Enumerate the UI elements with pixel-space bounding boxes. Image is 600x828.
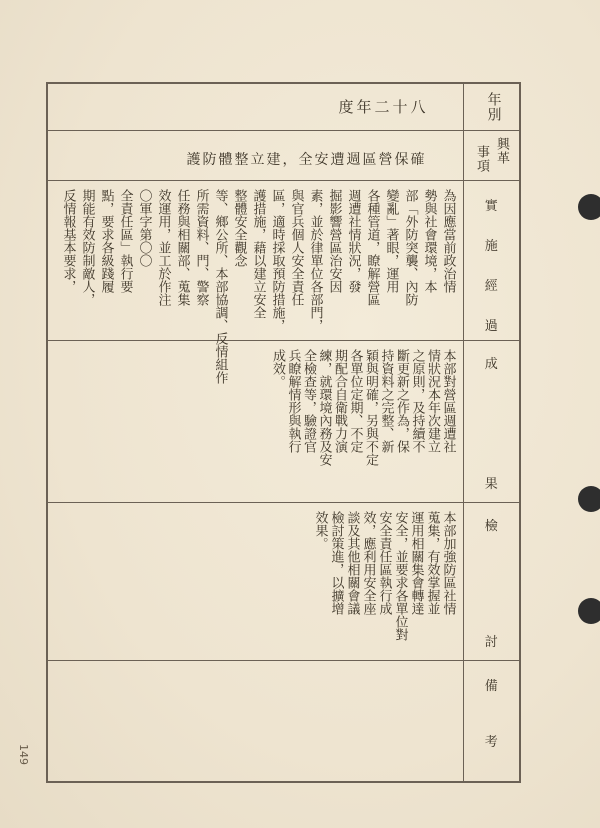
- event-value-cell: [48, 131, 463, 180]
- implementation-column: 為因應當前政治情: [440, 188, 456, 293]
- result-column: 之原則，及持續不: [409, 348, 425, 453]
- result-label-cell: [463, 340, 520, 502]
- implementation-column: 素，並於律單位各部門，: [307, 188, 323, 332]
- result-column: 持資料之完整、新: [378, 348, 394, 453]
- implementation-label-char: 實: [484, 198, 498, 214]
- result-column: 兵瞭解情形與執行: [285, 348, 301, 453]
- review-label-char: 討: [484, 634, 498, 650]
- implementation-row: [47, 180, 520, 340]
- implementation-column: 期能有效防制敵人，: [79, 188, 95, 306]
- page-number: 149: [17, 744, 30, 765]
- result-column: 成效。: [270, 348, 285, 388]
- review-text: [48, 503, 463, 660]
- result-column: 穎與明確，另與不定: [363, 348, 378, 466]
- implementation-column: 〇軍字第〇〇: [136, 188, 152, 267]
- review-label-char: 檢: [484, 518, 498, 534]
- event-label-2: 事項: [474, 144, 489, 173]
- review-row: [47, 502, 520, 660]
- year-label: 年別: [485, 92, 502, 122]
- implementation-label-char: 經: [484, 278, 498, 294]
- implementation-column: 全責任區」執行要: [117, 188, 133, 293]
- result-column: 本部對營區週遭社: [440, 348, 456, 453]
- implementation-column: 掘影響營區治安因: [326, 188, 342, 293]
- implementation-column: 效運用，並工於作注: [155, 188, 171, 306]
- implementation-column: 任務與相關部、蒐集: [174, 188, 190, 306]
- binder-hole: [578, 598, 600, 624]
- implementation-column: 整體安全觀念: [231, 188, 247, 267]
- event-label-1: 興革: [494, 136, 509, 165]
- review-column: 本部加強防區社情: [440, 510, 456, 615]
- note-label-cell: [463, 660, 520, 782]
- note-label-char: 備: [484, 678, 498, 694]
- implementation-column: 變亂」著眼，運用: [383, 188, 399, 293]
- implementation-column: 與官兵個人安全責任: [288, 188, 304, 306]
- implementation-column: 區，適時採取預防措施，: [269, 188, 285, 332]
- result-row: [47, 340, 520, 502]
- event-label-cell: [463, 130, 520, 180]
- implementation-column: 點，要求各級踐履: [98, 188, 114, 293]
- review-column: 效果。: [312, 510, 328, 550]
- result-text: [48, 341, 463, 502]
- implementation-label-char: 過: [484, 318, 498, 334]
- year-row: [47, 83, 520, 130]
- review-column: 安全，並要求各單位對: [392, 510, 408, 641]
- note-row: [47, 660, 520, 782]
- result-column: 斷更新之作為，保: [394, 348, 409, 453]
- review-column: 蒐集，有效掌握並: [424, 510, 440, 615]
- binder-hole: [578, 486, 600, 512]
- implementation-column: 各種管道，瞭解營區: [364, 188, 380, 306]
- event-row: [47, 130, 520, 180]
- binder-hole: [578, 194, 600, 220]
- review-column: 效，應利用安全座: [360, 510, 376, 615]
- result-column: 練，就環境內務及安: [316, 348, 332, 466]
- review-column: 安全責任區執行成: [376, 510, 392, 615]
- implementation-column: 等、鄉公所、本部協調、反情組作: [212, 188, 228, 384]
- result-column: 各單位定期、不定: [347, 348, 363, 453]
- result-column: 情狀況本年次建立: [425, 348, 440, 453]
- year-value: 八十二年度: [338, 98, 429, 116]
- implementation-column: 勢與社會環境，本: [421, 188, 437, 293]
- implementation-column: 週遭社情狀況，發: [345, 188, 361, 293]
- review-label-cell: [463, 502, 520, 660]
- event-value: 確保營區週遭安全，建立整體防護: [186, 151, 427, 168]
- implementation-label-char: 施: [484, 238, 498, 254]
- note-label-char: 考: [484, 734, 498, 750]
- implementation-column: 部「外防突襲、內防: [402, 188, 418, 306]
- result-label-char: 成: [484, 356, 498, 372]
- implementation-label-cell: [463, 180, 520, 340]
- implementation-column: 所需資料、門、警察: [193, 188, 209, 306]
- year-label-cell: [463, 83, 520, 130]
- implementation-column: 反情報基本要求，: [60, 188, 76, 293]
- review-column: 檢討策進，以擴增: [328, 510, 344, 615]
- result-label-char: 果: [484, 476, 498, 492]
- review-column: 談及其他相關會議: [344, 510, 360, 615]
- review-column: 運用相關集會轉達: [408, 510, 424, 615]
- result-column: 期配合自衛戰力演: [332, 348, 347, 453]
- year-value-cell: [48, 84, 463, 130]
- implementation-column: 護措施，藉以建立安全: [250, 188, 266, 319]
- result-column: 全檢查等，驗證官: [301, 348, 316, 453]
- note-value-cell: [47, 660, 463, 782]
- record-form-table: [46, 82, 521, 783]
